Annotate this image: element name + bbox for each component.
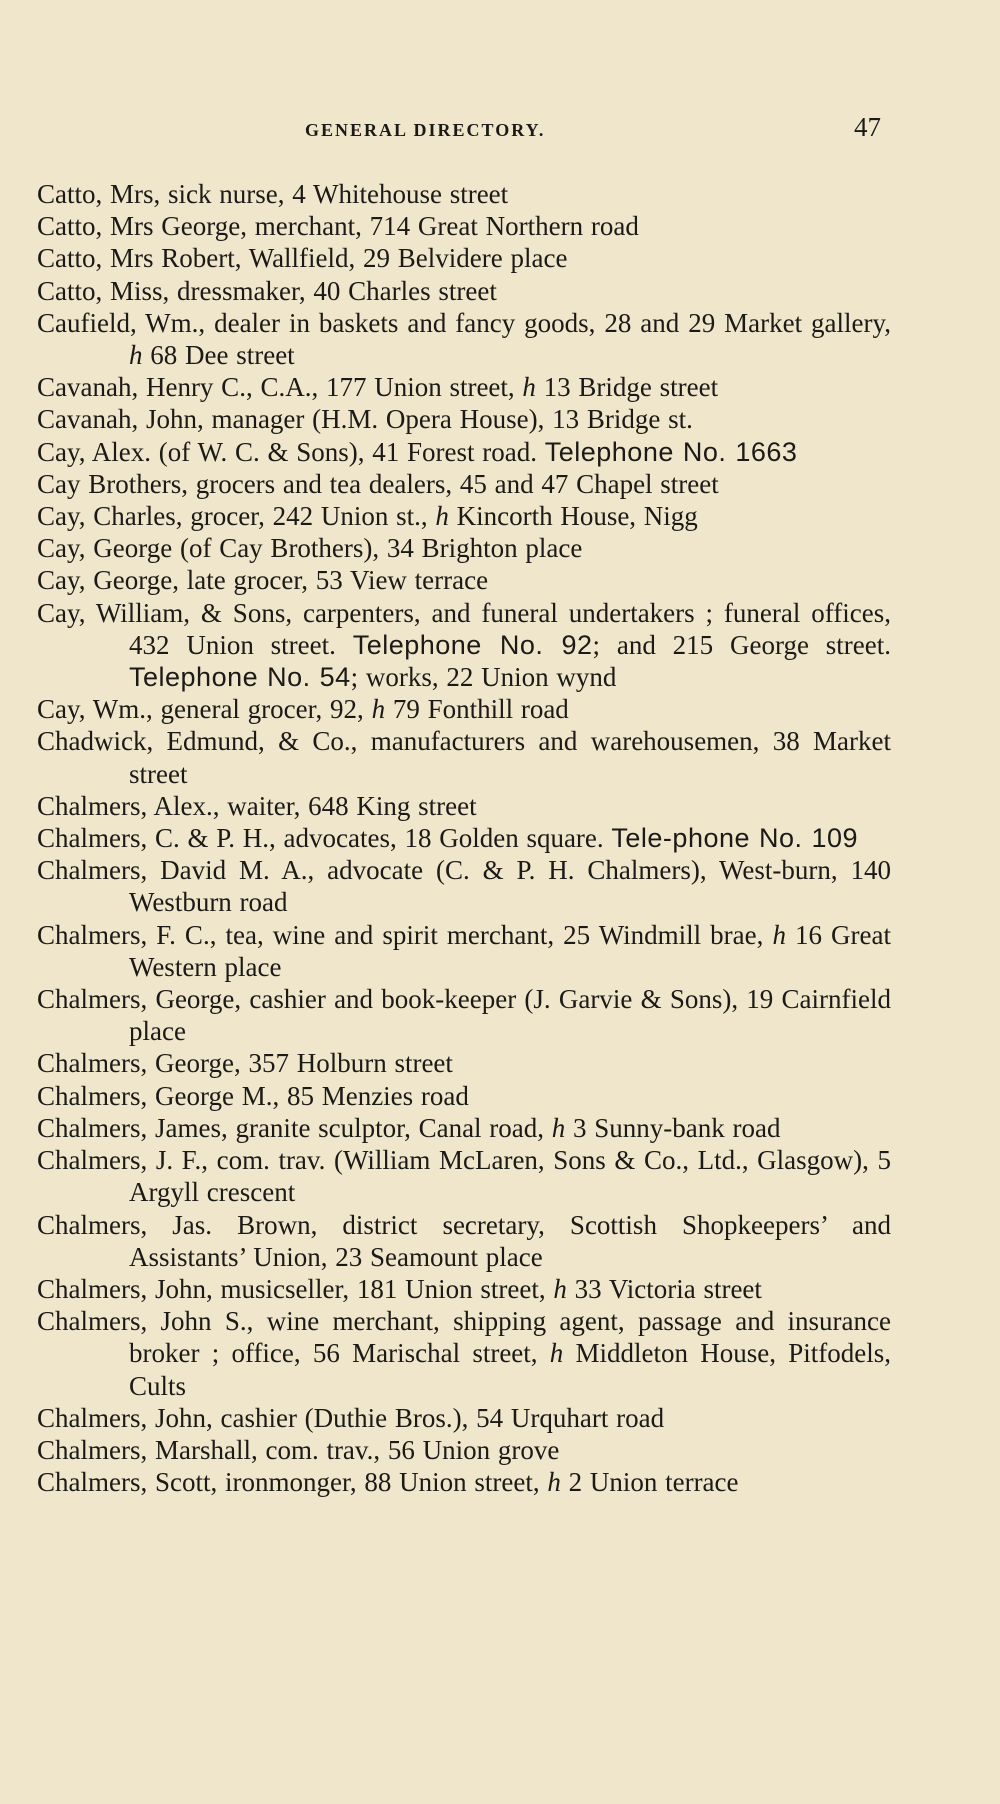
entry-text: 79 Fonthill road [385, 694, 569, 725]
entry-text: 3 Sunny-bank road [565, 1112, 781, 1143]
entry-text: ; and 215 George street. [592, 629, 891, 660]
entry-text: Catto, Mrs Robert, Wallfield, 29 Belvidere place [37, 243, 568, 274]
directory-entry [37, 725, 891, 789]
entry-text: 2 Union terrace [560, 1467, 739, 1498]
entry-text: Chalmers, John, musicseller, 181 Union street, [37, 1273, 554, 1304]
telephone-number: Telephone No. 54 [129, 662, 351, 693]
telephone-number: Telephone No. 92 [352, 629, 593, 660]
entry-text: Catto, Miss, dressmaker, 40 Charles street [37, 275, 497, 306]
entry-text: Chalmers, George M., 85 Menzies road [37, 1080, 469, 1111]
page-number: 47 [854, 112, 881, 142]
telephone-number: Tele-phone No. 109 [611, 823, 859, 854]
directory-entry [37, 210, 891, 242]
directory-entry [37, 436, 891, 468]
entry-text: Chalmers, John S., wine merchant, shipping agent, passage and insurance broker ; office, 56 Marischal street, [37, 1306, 891, 1369]
entry-text: 33 Victoria street [566, 1273, 762, 1304]
directory-entry [37, 275, 891, 307]
directory-entry [37, 468, 891, 500]
directory-entry [37, 790, 891, 822]
directory-entry [37, 1144, 891, 1208]
entry-text: Catto, Mrs, sick nurse, 4 Whitehouse street [37, 179, 509, 209]
house-abbrev: h [129, 340, 143, 371]
house-abbrev: h [553, 1273, 567, 1304]
page-header [0, 112, 1000, 152]
entry-text: Cay, Charles, grocer, 242 Union st., [37, 501, 436, 532]
entry-text: Catto, Mrs George, merchant, 714 Great Northern road [37, 211, 639, 242]
directory-entry [37, 1080, 891, 1112]
entry-text: Cay, William, & Sons, carpenters, and funeral undertakers ; funeral offices, 432 Union street. [37, 597, 891, 660]
entry-text: ; works, 22 Union wynd [350, 662, 617, 693]
directory-entry [37, 1434, 891, 1466]
directory-entry [37, 919, 891, 983]
directory-entry [37, 822, 891, 854]
directory-entry [37, 403, 891, 435]
directory-entry [37, 597, 891, 694]
entry-text: Chalmers, James, granite sculptor, Canal road, [37, 1112, 552, 1143]
directory-entry [37, 854, 891, 918]
entry-text: Chalmers, Marshall, com. trav., 56 Union grove [37, 1434, 560, 1465]
entry-text: 16 Great Western place [129, 919, 891, 982]
directory-entry [37, 983, 891, 1047]
entry-text: Cavanah, John, manager (H.M. Opera House), 13 Bridge st. [37, 404, 693, 435]
house-abbrev: h [522, 372, 536, 403]
running-head: GENERAL DIRECTORY. [305, 120, 546, 140]
entry-text: Cavanah, Henry C., C.A., 177 Union street, [37, 372, 523, 403]
entry-text: Cay Brothers, grocers and tea dealers, 45 and 47 Chapel street [37, 468, 719, 499]
entry-text: Chalmers, F. C., tea, wine and spirit merchant, 25 Windmill brae, [37, 919, 773, 950]
directory-entry [37, 1047, 891, 1079]
directory-entry [37, 371, 891, 403]
directory-entry [37, 1402, 891, 1434]
entry-text: Chalmers, Scott, ironmonger, 88 Union street, [37, 1467, 548, 1498]
entry-text: 13 Bridge street [535, 372, 719, 403]
house-abbrev: h [551, 1112, 566, 1143]
directory-entry [37, 242, 891, 274]
entry-text: Cay, Alex. (of W. C. & Sons), 41 Forest road. [37, 436, 545, 467]
entry-text: Kincorth House, Nigg [448, 501, 698, 532]
entry-text: Caufield, Wm., dealer in baskets and fancy goods, 28 and 29 Market gallery, [37, 307, 891, 338]
entry-text: Chalmers, George, cashier and book-keeper (J. Garvie & Sons), 19 Cairnfield place [37, 984, 891, 1047]
entry-text: Chalmers, Jas. Brown, district secretary, Scottish Shopkeepers’ and Assistants’ Union, 23 Seamount place [37, 1209, 891, 1272]
directory-entry [37, 1466, 891, 1498]
entry-text: Chalmers, George, 357 Holburn street [37, 1048, 453, 1079]
directory-entry [37, 500, 891, 532]
entry-text: Cay, George (of Cay Brothers), 34 Brighton place [37, 533, 583, 564]
entry-text: Chadwick, Edmund, & Co., manufacturers and warehousemen, 38 Market street [37, 726, 891, 789]
entry-text: 68 Dee street [142, 340, 295, 371]
house-abbrev: h [547, 1467, 561, 1498]
house-abbrev: h [772, 919, 786, 950]
entry-text: Middleton House, Pitfodels, Cults [129, 1338, 891, 1401]
directory-entry [37, 564, 891, 596]
directory-entry [37, 693, 891, 725]
directory-entry [37, 1112, 891, 1144]
house-abbrev: h [435, 501, 449, 532]
entry-text: Chalmers, Alex., waiter, 648 King street [37, 790, 477, 821]
entry-text: Chalmers, David M. A., advocate (C. & P. H. Chalmers), West-burn, 140 Westburn road [37, 855, 891, 918]
directory-entry [37, 307, 891, 371]
directory-entries [37, 178, 891, 1498]
entry-text: Chalmers, J. F., com. trav. (William McLaren, Sons & Co., Ltd., Glasgow), 5 Argyll crescent [37, 1145, 891, 1208]
directory-entry [37, 178, 891, 210]
house-abbrev: h [549, 1338, 564, 1369]
entry-text: Chalmers, John, cashier (Duthie Bros.), 54 Urquhart road [37, 1402, 665, 1433]
directory-entry [37, 1305, 891, 1402]
directory-entry [37, 532, 891, 564]
entry-text: Cay, Wm., general grocer, 92, [37, 694, 372, 725]
directory-entry [37, 1273, 891, 1305]
entry-text: Cay, George, late grocer, 53 View terrace [37, 565, 489, 596]
directory-entry [37, 1209, 891, 1273]
house-abbrev: h [371, 694, 386, 725]
telephone-number: Telephone No. 1663 [544, 436, 798, 467]
entry-text: Chalmers, C. & P. H., advocates, 18 Golden square. [37, 823, 612, 854]
